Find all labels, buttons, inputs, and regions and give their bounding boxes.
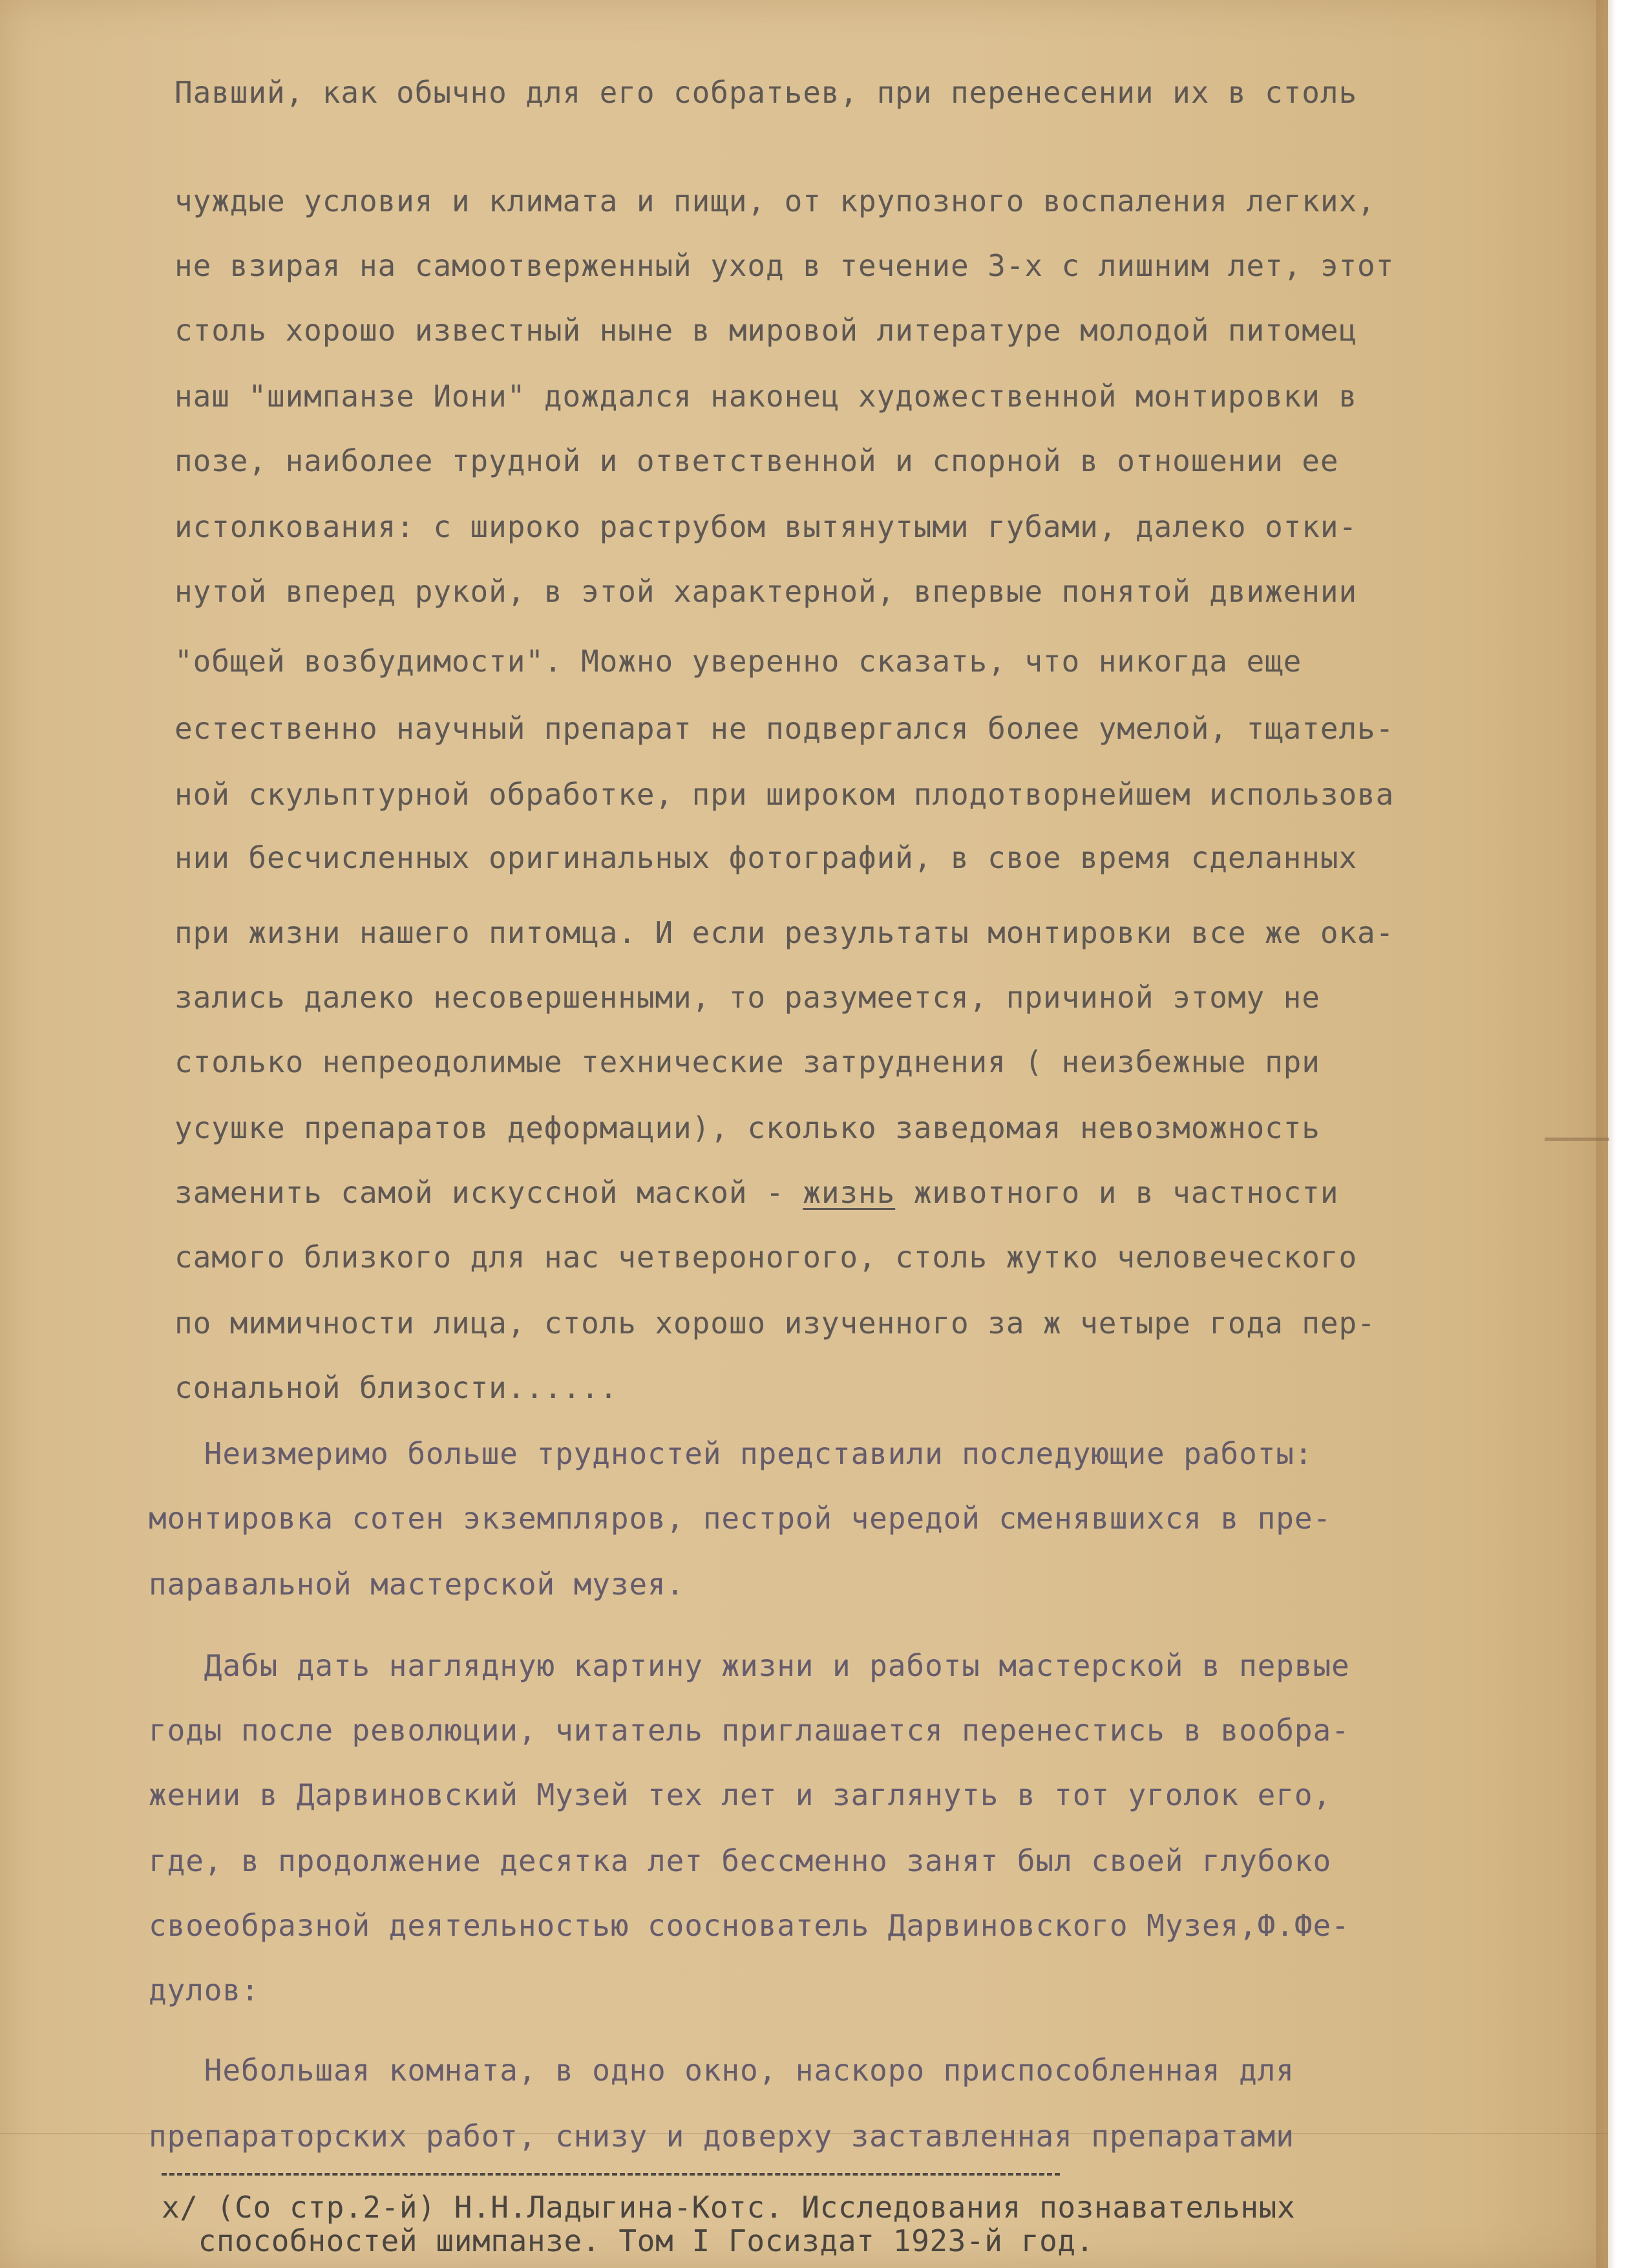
text-line: препараторских работ, снизу и доверху заставленная препаратами — [149, 2119, 1294, 2154]
text-line: наш "шимпанзе Иони" дождался наконец художественной монтировки в — [174, 379, 1358, 414]
paper-edge-shadow — [1596, 0, 1616, 2268]
text-line: усушке препаратов деформации), сколько заведомая невозможность — [174, 1110, 1320, 1145]
text-line — [174, 1175, 1339, 1210]
footnote-line: х/ (Со стр.2-й) Н.Н.Ладыгина-Котс. Исследования познавательных — [162, 2190, 1296, 2225]
text-line: по мимичности лица, столь хорошо изученного за ж четыре года пер- — [174, 1306, 1376, 1341]
text-line: естественно научный препарат не подвергался более умелой, тщатель- — [174, 711, 1395, 746]
text-segment: заменить самой искуссной маской - — [174, 1175, 803, 1210]
text-line: зались далеко несовершенными, то разумеется, причиной этому не — [174, 980, 1320, 1015]
text-line: "общей возбудимости". Можно уверенно сказать, что никогда еще — [174, 644, 1302, 679]
text-line: позе, наиболее трудной и ответственной и спорной в отношении ее — [174, 443, 1339, 478]
text-line: Дабы дать наглядную картину жизни и работы мастерской в первые — [149, 1648, 1350, 1683]
text-line: нии бесчисленных оригинальных фотографий, в свое время сделанных — [174, 840, 1358, 875]
text-line: при жизни нашего питомца. И если результаты монтировки все же ока- — [174, 915, 1395, 950]
text-line: сональной близости...... — [174, 1370, 618, 1405]
text-line: истолкования: с широко раструбом вытянутыми губами, далеко отки- — [174, 509, 1358, 544]
underlined-word: жизнь — [803, 1175, 896, 1210]
text-line: Небольшая комната, в одно окно, наскоро приспособленная для — [149, 2053, 1294, 2088]
text-line: Неизмеримо больше трудностей представили последующие работы: — [149, 1436, 1313, 1471]
text-line: жении в Дарвиновский Музей тех лет и заглянуть в тот уголок его, — [149, 1777, 1332, 1812]
text-line: не взирая на самоотверженный уход в течение 3-х с лишним лет, этот — [174, 248, 1395, 283]
text-line: дулов: — [149, 1973, 260, 2008]
text-line: где, в продолжение десятка лет бессменно занят был своей глубоко — [149, 1843, 1332, 1878]
text-line: своеобразной деятельностью сооснователь Дарвиновского Музея,Ф.Фе- — [149, 1908, 1350, 1943]
text-line: нутой вперед рукой, в этой характерной, впервые понятой движении — [174, 574, 1358, 609]
text-line: ной скульптурной обработке, при широком плодотворнейшем использова — [174, 777, 1395, 812]
text-line: самого близкого для нас четвероногого, столь жутко человеческого — [174, 1240, 1358, 1275]
text-line: столько непреодолимые технические затруднения ( неизбежные при — [174, 1044, 1320, 1079]
footnote-separator — [162, 2173, 1060, 2176]
text-segment: животного и в частности — [895, 1175, 1339, 1210]
text-line: паравальной мастерской музея. — [149, 1567, 685, 1602]
text-line: Павший, как обычно для его собратьев, при перенесении их в столь — [174, 75, 1358, 110]
text-line: чуждые условия и климата и пищи, от крупозного воспаления легких, — [174, 184, 1376, 218]
footnote-line: способностей шимпанзе. Том I Госиздат 1923-й год. — [162, 2223, 1095, 2258]
text-line: столь хорошо известный ныне в мировой литературе молодой питомец — [174, 313, 1358, 348]
paper-mark — [1545, 1138, 1609, 1141]
text-line: годы после революции, читатель приглашается перенестись в вообра- — [149, 1713, 1350, 1748]
text-line: монтировка сотен экземпляров, пестрой чередой сменявшихся в пре- — [149, 1501, 1332, 1536]
